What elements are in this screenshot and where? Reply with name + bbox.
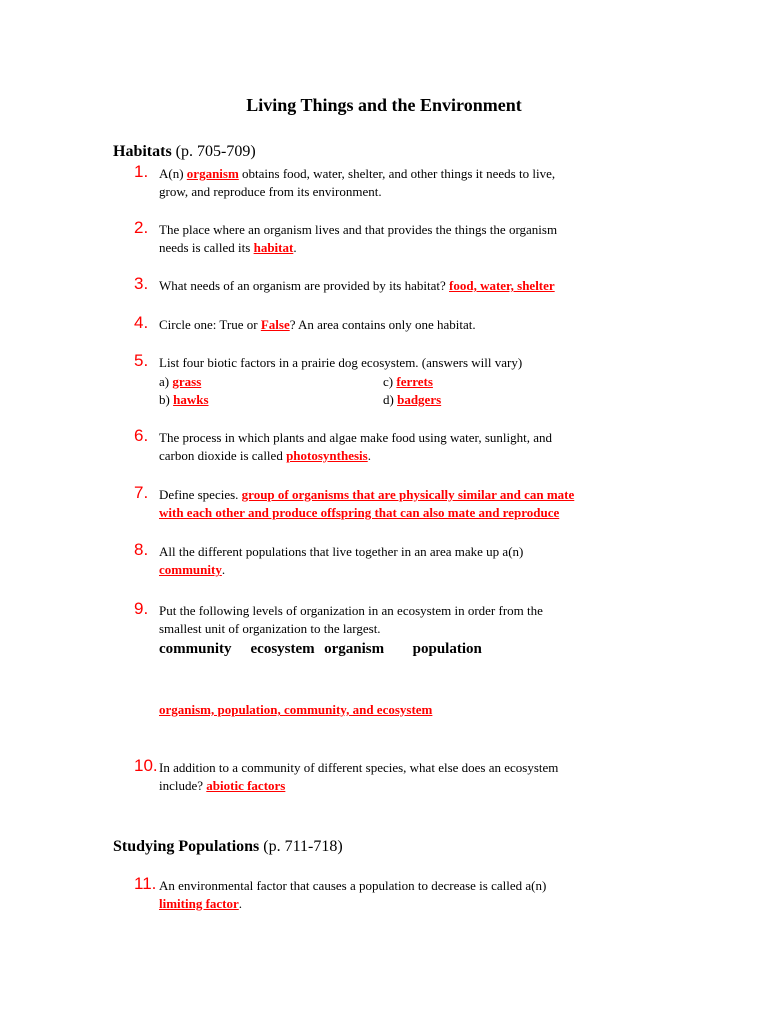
question-text: obtains food, water, shelter, and other things it needs to live, [238, 166, 556, 181]
question-number: 4. [134, 313, 149, 332]
question-line: Put the following levels of organization in an ecosystem in order from the [159, 603, 543, 618]
question-number: 5. [134, 351, 149, 370]
question-line: All the different populations that live together in an area make up a(n) [159, 544, 524, 559]
page-title: Living Things and the Environment [246, 95, 522, 115]
question-line [159, 561, 659, 579]
question-line: The process in which plants and algae make food using water, sunlight, and [159, 430, 552, 445]
option-label: c) [383, 374, 397, 389]
question-number: 9. [134, 599, 149, 618]
section-name: Studying Populations [113, 838, 260, 855]
answer: limiting factor [159, 896, 239, 911]
question-number: 2. [134, 218, 149, 237]
answer: hawks [173, 392, 209, 407]
option-label: b) [159, 392, 174, 407]
option-label: d) [383, 392, 398, 407]
question-number: 6. [134, 426, 149, 445]
answer: badgers [397, 392, 442, 407]
question-line: An environmental factor that causes a population to decrease is called a(n) [159, 878, 547, 893]
question-9-answer [159, 701, 432, 719]
answer: abiotic factors [206, 778, 286, 793]
question-text: Define species. [159, 487, 242, 502]
question-number: 7. [134, 483, 149, 502]
level-word: ecosystem [250, 641, 315, 657]
section-heading-studying-populations [113, 837, 343, 857]
question-line [159, 777, 659, 795]
answer: organism [186, 166, 239, 181]
answer: False [260, 317, 290, 332]
question-line: The place where an organism lives and that provides the things the organism [159, 222, 558, 237]
question-text: ? An area contains only one habitat. [289, 317, 476, 332]
option-d [383, 391, 441, 409]
answer: food, water, shelter [449, 278, 555, 293]
answer: ferrets [396, 374, 433, 389]
section-heading-habitats [113, 142, 256, 162]
question-text: needs is called its [159, 240, 254, 255]
answer: organism, population, community, and ecosystem [159, 702, 433, 717]
answer: photosynthesis [286, 448, 368, 463]
option-b [159, 391, 209, 409]
question-text: carbon dioxide is called [159, 448, 287, 463]
level-word: organism [324, 641, 385, 657]
question-line: In addition to a community of different species, what else does an ecosystem [159, 760, 559, 775]
question-line: List four biotic factors in a prairie dog ecosystem. (answers will vary) [159, 355, 523, 370]
option-c [383, 373, 433, 391]
answer: group of organisms that are physically similar and can mate [241, 487, 575, 502]
question-line [159, 316, 659, 334]
question-line [159, 165, 659, 183]
question-line: smallest unit of organization to the largest. [159, 621, 381, 636]
question-line [159, 239, 659, 257]
question-number: 11. [134, 874, 157, 893]
question-text: . [367, 448, 371, 463]
option-label: a) [159, 374, 173, 389]
question-line [159, 486, 659, 504]
question-text: Circle one: True or [159, 317, 261, 332]
question-text: . [238, 896, 243, 911]
section-name: Habitats [113, 143, 172, 160]
question-line [159, 447, 659, 465]
section-pages: (p. 711-718) [263, 838, 343, 855]
section-pages: (p. 705-709) [175, 143, 256, 160]
question-line [159, 895, 659, 913]
question-line [159, 504, 659, 522]
question-number: 1. [134, 162, 149, 181]
level-word: community [159, 641, 232, 657]
answer: grass [172, 374, 202, 389]
question-line [159, 277, 659, 295]
question-number: 10. [134, 756, 158, 775]
answer: habitat [253, 240, 294, 255]
answer: with each other and produce offspring that can also mate and reproduce [159, 505, 560, 520]
question-text: include? [159, 778, 207, 793]
question-line: grow, and reproduce from its environment. [159, 184, 382, 199]
question-text: What needs of an organism are provided by its habitat? [159, 278, 450, 293]
question-number: 8. [134, 540, 149, 559]
organization-levels [159, 640, 482, 658]
level-word: population [412, 641, 482, 657]
question-text: A(n) [159, 166, 187, 181]
answer: community [159, 562, 222, 577]
option-a [159, 373, 201, 391]
question-text: . [293, 240, 297, 255]
question-text: . [221, 562, 226, 577]
question-number: 3. [134, 274, 149, 293]
